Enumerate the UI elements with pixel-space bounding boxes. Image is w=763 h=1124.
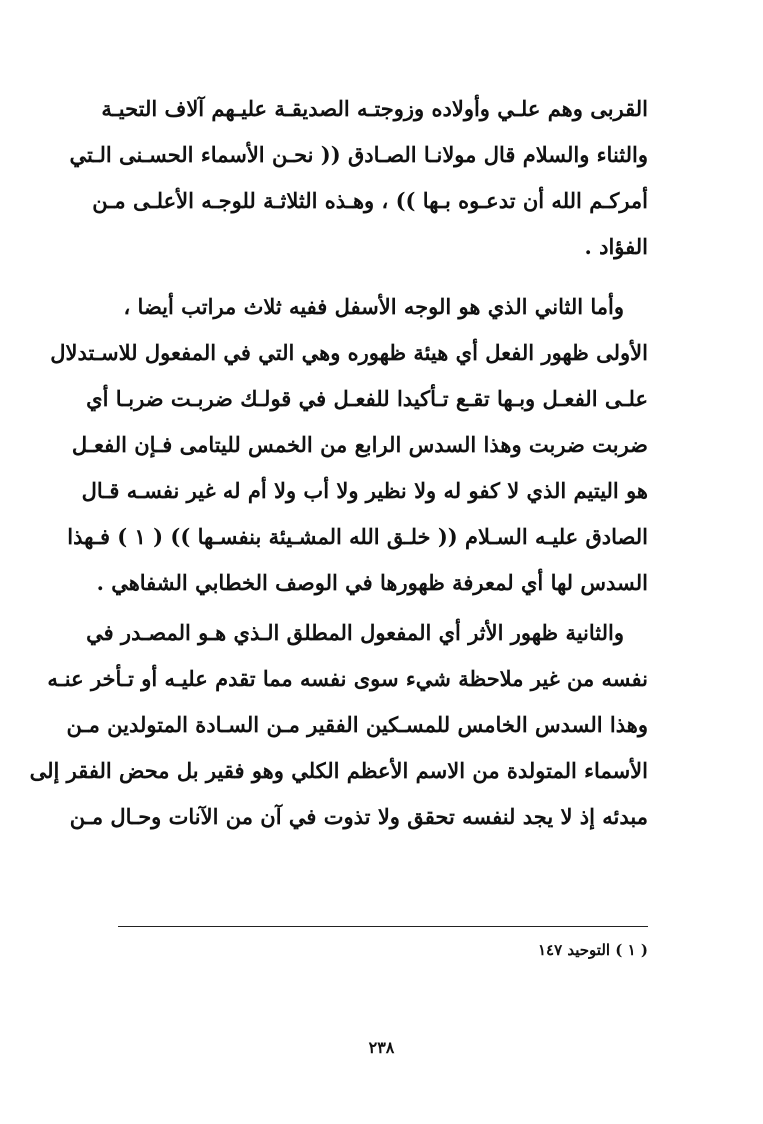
- text-line: والثناء والسلام قال مولانـا الصـادق (( نحـن الأسماء الحسـنى الـتي: [69, 142, 648, 167]
- text-line: الأولى ظهور الفعل أي هيئة ظهوره وهي التي في المفعول للاسـتدلال: [50, 340, 648, 365]
- page-number: ٢٣٨: [368, 1038, 395, 1057]
- text-line: الفؤاد .: [584, 234, 648, 259]
- text-line: علـى الفعـل وبـها تقـع تـأكيدا للفعـل في قولـك ضربـت ضربـا أي: [86, 386, 648, 411]
- text-line: والثانية ظهور الأثر أي المفعول المطلق الـذي هـو المصـدر في: [86, 620, 624, 645]
- text-line: أمركـم الله أن تدعـوه بـها )) ، وهـذه الثلاثـة للوجـه الأعلـى مـن: [92, 188, 648, 213]
- text-line: الصادق عليـه السـلام (( خلـق الله المشـيئة بنفسـها )) ( ١ ) فـهذا: [67, 524, 648, 549]
- text-line: الأسماء المتولدة من الاسم الأعظم الكلي وهو فقير بل محض الفقر إلى: [29, 758, 648, 783]
- main-text: [29, 86, 648, 840]
- text-line: هو اليتيم الذي لا كفو له ولا نظير ولا أب ولا أم له غير نفسـه قـال: [81, 478, 648, 503]
- text-line: مبدئه إذ لا يجد لنفسه تحقق ولا تذوت في آن من الآنات وحـال مـن: [69, 804, 648, 829]
- text-line: وهذا السدس الخامس للمسـكين الفقير مـن السـادة المتولدين مـن: [66, 712, 648, 737]
- paragraph-gap: [118, 270, 648, 284]
- text-line: وأما الثاني الذي هو الوجه الأسفل ففيه ثلاث مراتب أيضا ،: [123, 294, 624, 319]
- footnote: ( ١ ) التوحيد ١٤٧: [537, 941, 648, 959]
- text-line: نفسه من غير ملاحظة شيء سوى نفسه مما تقدم عليـه أو تـأخر عنـه: [47, 666, 648, 691]
- text-line: السدس لها أي لمعرفة ظهورها في الوصف الخطابي الشفاهي .: [96, 570, 648, 595]
- text-line: ضربت ضربت وهذا السدس الرابع من الخمس لليتامى فـإن الفعـل: [71, 432, 648, 457]
- footnote-divider: [118, 926, 648, 927]
- text-line: القربى وهم علـي وأولاده وزوجتـه الصديقـة عليـهم آلاف التحيـة: [101, 96, 648, 121]
